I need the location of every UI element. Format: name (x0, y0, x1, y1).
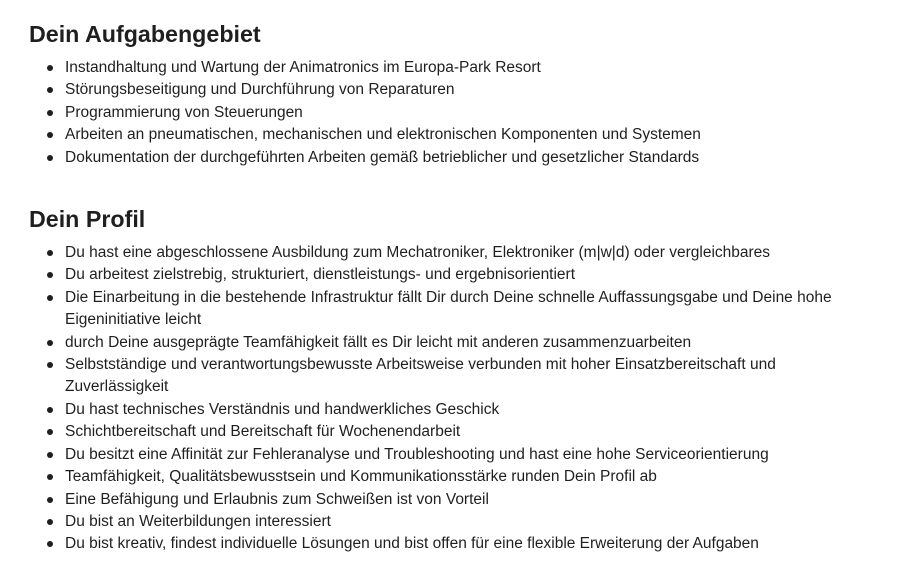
list-item: Du hast eine abgeschlossene Ausbildung zum Mechatroniker, Elektroniker (m|w|d) oder vergleichbares (29, 242, 871, 264)
section-title-profil: Dein Profil (29, 206, 146, 233)
list-item: Störungsbeseitigung und Durchführung von Reparaturen (29, 79, 871, 101)
list-item: Selbstständige und verantwortungsbewusste Arbeitsweise verbunden mit hoher Einsatzbereitschaft und Zuverlässigkeit (29, 354, 871, 399)
profil-list (29, 242, 871, 556)
list-item: Du besitzt eine Affinität zur Fehleranalyse und Troubleshooting und hast eine hohe Serviceorientierung (29, 444, 871, 466)
list-item: Du arbeitest zielstrebig, strukturiert, dienstleistungs- und ergebnisorientiert (29, 264, 871, 286)
list-item: Arbeiten an pneumatischen, mechanischen und elektronischen Komponenten und Systemen (29, 124, 871, 146)
list-item: Programmierung von Steuerungen (29, 102, 871, 124)
section-spacer (29, 169, 871, 207)
list-item: Eine Befähigung und Erlaubnis zum Schweißen ist von Vorteil (29, 489, 871, 511)
list-item: Du bist an Weiterbildungen interessiert (29, 511, 871, 533)
list-item: durch Deine ausgeprägte Teamfähigkeit fällt es Dir leicht mit anderen zusammenzuarbeiten (29, 332, 871, 354)
list-item: Du bist kreativ, findest individuelle Lösungen und bist offen für eine flexible Erweiterung der Aufgaben (29, 533, 871, 555)
list-item: Schichtbereitschaft und Bereitschaft für Wochenendarbeit (29, 421, 871, 443)
list-item: Teamfähigkeit, Qualitätsbewusstsein und Kommunikationsstärke runden Dein Profil ab (29, 466, 871, 488)
list-item: Instandhaltung und Wartung der Animatronics im Europa-Park Resort (29, 57, 871, 79)
list-item: Du hast technisches Verständnis und handwerkliches Geschick (29, 399, 871, 421)
aufgabengebiet-list (29, 57, 871, 169)
section-title-aufgabengebiet: Dein Aufgabengebiet (29, 21, 261, 47)
list-item: Die Einarbeitung in die bestehende Infrastruktur fällt Dir durch Deine schnelle Auffassungsgabe und Deine hohe Eigeninitiative leicht (29, 287, 871, 332)
list-item: Dokumentation der durchgeführten Arbeiten gemäß betrieblicher und gesetzlicher Standards (29, 147, 871, 169)
